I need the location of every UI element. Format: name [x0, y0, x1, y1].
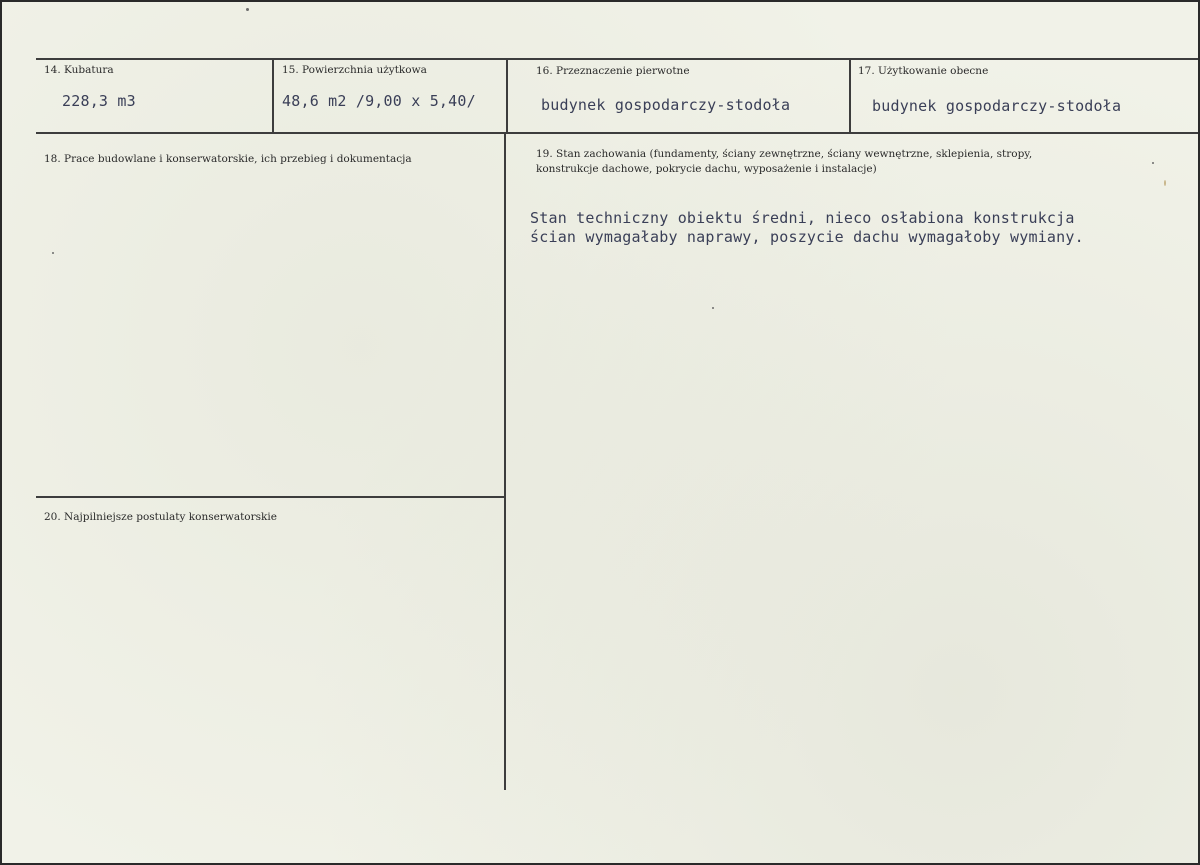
field-16-label: 16. Przeznaczenie pierwotne: [536, 65, 690, 77]
field-15-label: 15. Powierzchnia użytkowa: [282, 64, 427, 76]
main-column-divider: [504, 133, 506, 790]
field-15-value: 48,6 m2 /9,00 x 5,40/: [282, 92, 476, 110]
field-19-label-line-1: 19. Stan zachowania (fundamenty, ściany zewnętrzne, ściany wewnętrzne, sklepienia, stropy,: [536, 148, 1033, 160]
field-14-label: 14. Kubatura: [44, 64, 114, 76]
left-column-split-rule: [36, 496, 504, 498]
divider-15-16: [506, 59, 508, 132]
paper-speck: [246, 8, 249, 11]
paper-speck: [712, 307, 714, 309]
field-17-label: 17. Użytkowanie obecne: [858, 65, 989, 77]
header-row-bottom-rule: [36, 132, 1198, 134]
field-16-value: budynek gospodarczy-stodoła: [541, 96, 791, 114]
paper-speck: [1164, 180, 1166, 186]
field-14-value: 228,3 m3: [62, 92, 136, 110]
field-17-value: budynek gospodarczy-stodoła: [872, 97, 1122, 115]
field-19-value-line-1: Stan techniczny obiektu średni, nieco osłabiona konstrukcja: [530, 209, 1075, 227]
divider-16-17: [849, 59, 851, 132]
field-18-label: 18. Prace budowlane i konserwatorskie, ich przebieg i dokumentacja: [44, 153, 412, 165]
top-rule: [36, 58, 1198, 60]
paper-speck: [1152, 162, 1154, 164]
record-card: [2, 2, 1198, 863]
field-19-value-line-2: ścian wymagałaby naprawy, poszycie dachu wymagałoby wymiany.: [530, 228, 1084, 246]
field-20-label: 20. Najpilniejsze postulaty konserwatorskie: [44, 511, 277, 523]
divider-14-15: [272, 59, 274, 132]
field-19-label-line-2: konstrukcje dachowe, pokrycie dachu, wyposażenie i instalacje): [536, 163, 877, 175]
paper-speck: [52, 252, 54, 254]
